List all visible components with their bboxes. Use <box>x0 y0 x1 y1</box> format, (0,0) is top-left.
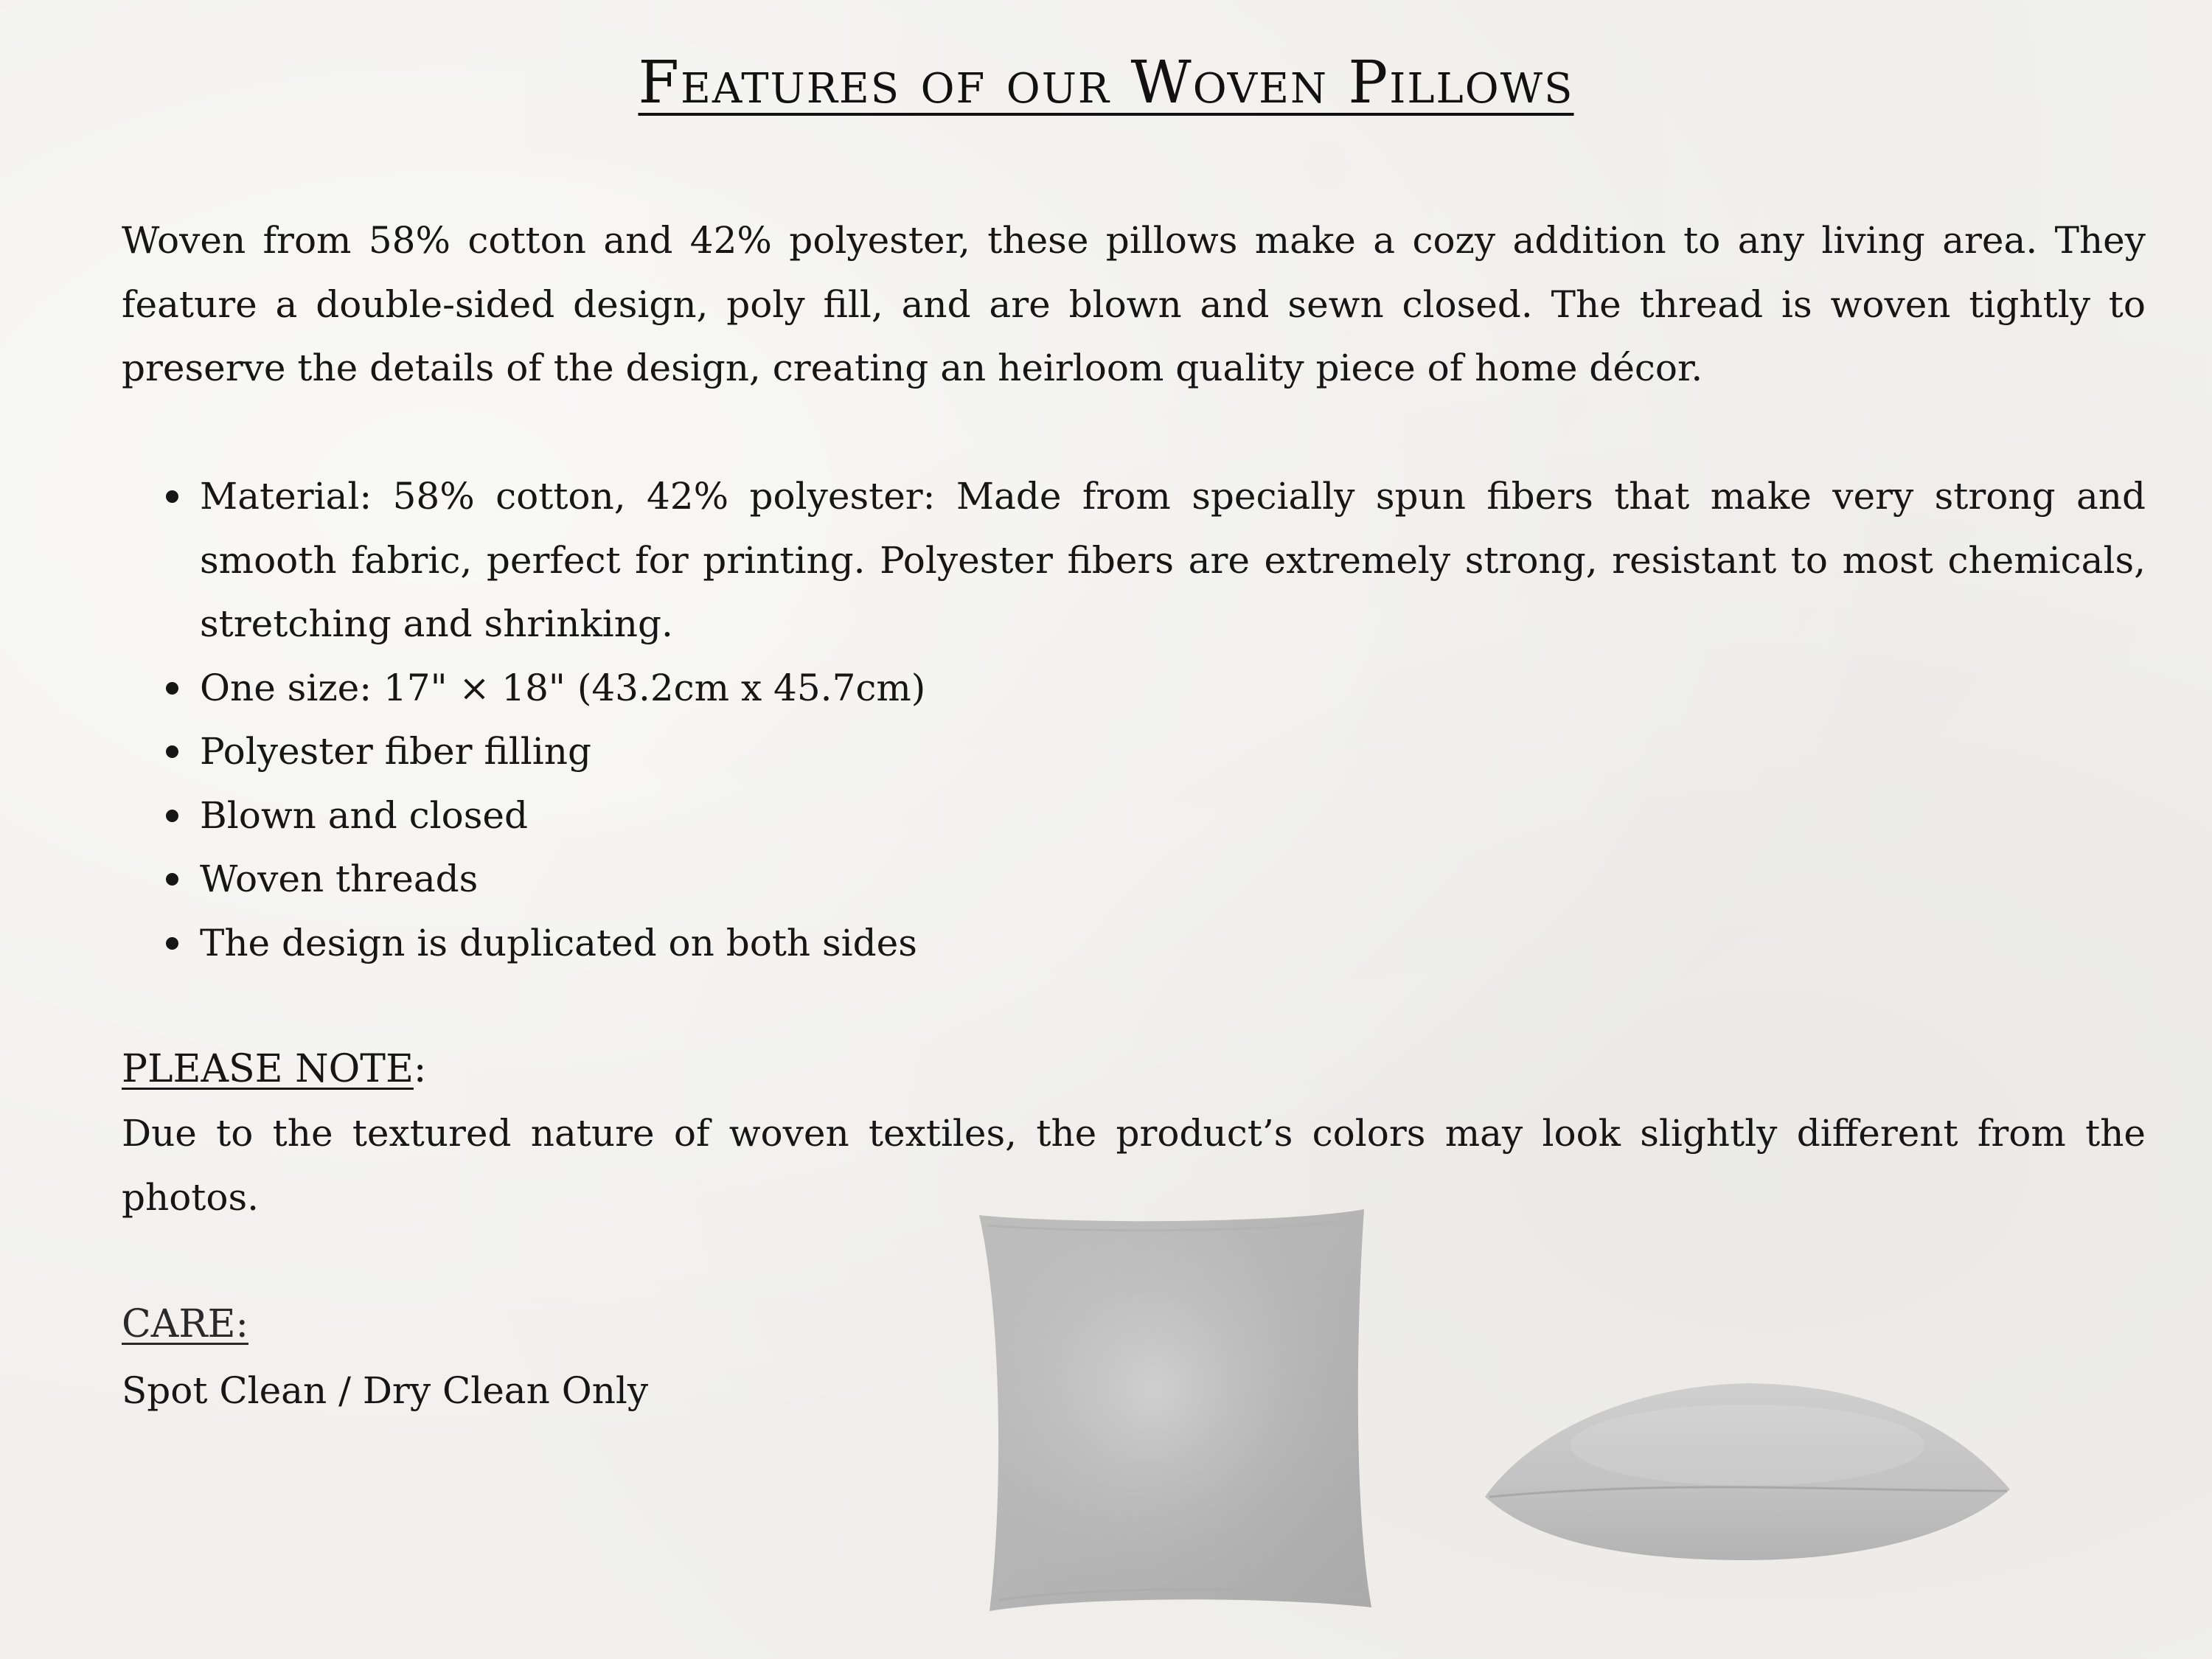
list-item <box>166 465 2146 656</box>
bullet-icon <box>166 490 178 503</box>
list-item <box>166 847 2146 911</box>
intro-paragraph: Woven from 58% cotton and 42% polyester, these pillows make a cozy addition to any living area. They feature a double-sided design, poly fill, and are blown and sewn closed. The thread is woven tightly to preserve the details of the design, creating an heirloom quality piece of home décor. <box>122 219 2146 389</box>
feature-text: One size: 17" × 18" (43.2cm x 45.7cm) <box>200 666 926 709</box>
pillow-front-image <box>973 1209 1375 1611</box>
feature-list <box>166 465 2146 975</box>
bullet-icon <box>166 682 178 695</box>
feature-text: Blown and closed <box>200 793 528 837</box>
list-item <box>166 784 2146 848</box>
pillow-side-image <box>1482 1379 2013 1563</box>
feature-text: Material: 58% cotton, 42% polyester: Made from specially spun fibers that make very strong and smooth fabric, perfect for printing. Polyester fibers are extremely strong, resistant to most chemicals, stretching and shrinking. <box>200 475 2146 645</box>
care-text: Spot Clean / Dry Clean Only <box>122 1369 649 1412</box>
bullet-icon <box>166 937 178 950</box>
list-item <box>166 656 2146 720</box>
please-note-text: Due to the textured nature of woven textiles, the product’s colors may look slightly different from the photos. <box>122 1112 2146 1219</box>
bullet-icon <box>166 745 178 758</box>
list-item <box>166 911 2146 975</box>
page-title: Features of our Woven Pillows <box>638 48 1574 116</box>
care-heading: CARE: <box>122 1302 248 1346</box>
please-note-heading <box>122 1037 426 1102</box>
bullet-icon <box>166 810 178 822</box>
please-note-colon: : <box>413 1047 427 1091</box>
feature-text: Woven threads <box>200 858 479 900</box>
list-item <box>166 720 2146 784</box>
feature-text: Polyester fiber filling <box>200 730 591 773</box>
please-note-label: PLEASE NOTE <box>122 1047 414 1091</box>
feature-text: The design is duplicated on both sides <box>200 921 917 964</box>
bullet-icon <box>166 873 178 886</box>
